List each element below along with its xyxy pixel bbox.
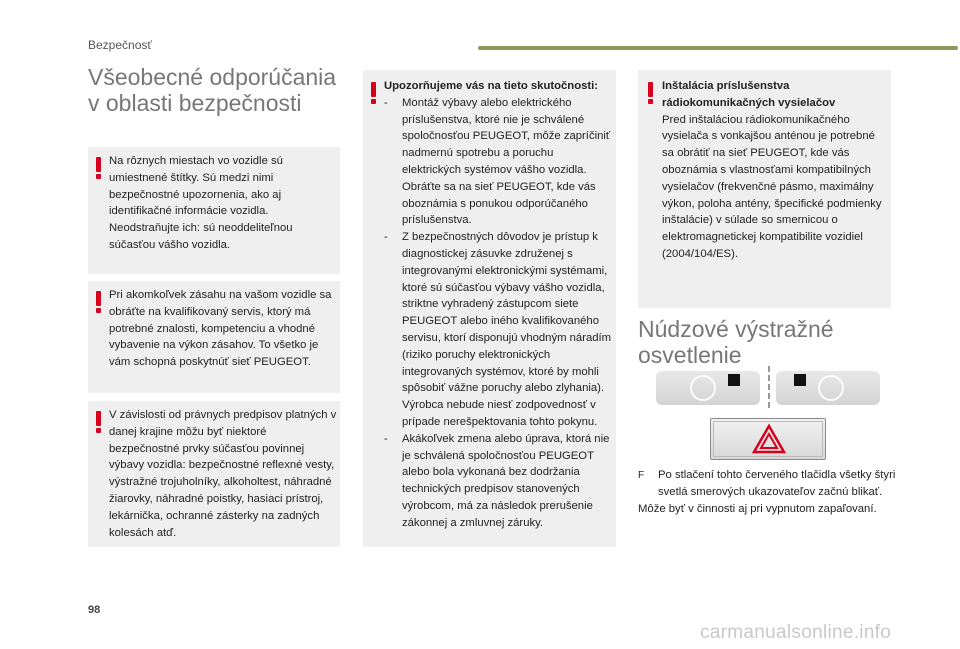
hazard-instructions xyxy=(638,467,898,517)
watermark: carmanualsonline.info xyxy=(700,622,892,643)
notice-radio xyxy=(638,70,891,308)
hazard-triangle-icon xyxy=(711,419,827,461)
divider xyxy=(768,366,770,408)
hazard-button-illustration xyxy=(710,418,826,460)
notice-labels xyxy=(88,147,340,274)
dashboard-right-illustration xyxy=(776,371,880,405)
notice-labels-text: Na rôznych miestach vo vozidle sú umiestnené štítky. Sú medzi nimi bezpečnostné upozornenia, ako aj identifikačné informácie vozidla. Neodstraňujte ich: sú neoddeliteľnou súčasťou vášho vozidla. xyxy=(109,155,293,251)
warning-icon xyxy=(648,82,654,104)
warning-icon xyxy=(96,411,102,433)
list-item: - Akákoľvek zmena alebo úprava, ktorá nie je schválená spoločnosťou PEUGEOT alebo bola vykonaná bez dodržania technických predpisov stanovených výrobcom, má za následok prerušenie zákonnej a zmluvnej záruky. xyxy=(384,432,610,529)
warning-icon xyxy=(96,157,102,179)
notice-equipment xyxy=(88,401,340,547)
dash-bullet: - xyxy=(384,96,388,109)
page-number: 98 xyxy=(88,604,101,616)
notice-accessories xyxy=(363,70,616,547)
dashboard-left-illustration xyxy=(656,371,760,405)
dash-bullet: - xyxy=(384,231,388,244)
switch-icon xyxy=(728,374,740,386)
section-header: Bezpečnosť xyxy=(88,38,152,52)
notice-service xyxy=(88,281,340,393)
dash-bullet: - xyxy=(384,432,388,445)
notice-heading: Upozorňujeme vás na tieto skutočnosti: xyxy=(384,80,599,92)
list-item: - Z bezpečnostných dôvodov je prístup k diagnostickej zásuvke združenej s integrovanými elektronickými systémami, ktoré sú súčasťou výbavy vášho vozidla, striktne vyhradený zástupcom siete PEUGEOT alebo iného kvalifikovaného servisu, ktorí disponujú vhodným náradím (riziko poruchy elektronických integrovaných systémov, ktoré by mohli spôsobiť vážne poruchy alebo zlyhania). Výrobca nebude niesť zodpovednosť v prípade nerešpektovania tohto pokynu. xyxy=(384,231,612,428)
bullet-icon: F xyxy=(638,470,645,481)
notice-heading: Inštalácia príslušenstva rádiokomunikačných vysielačov xyxy=(662,80,836,109)
notice-radio-text: Pred inštaláciou rádiokomunikačného vysielača s vonkajšou anténou je potrebné sa obrátiť na sieť PEUGEOT, kde vás oboznámia s vlastnosťami kompatibilných vysielačov (frekvenčné pásmo, maximálny výkon, poloha antény, špecifické podmienky inštalácie) v súlade so smernicou o elektromagnetickej kompatibilite vozidiel (2004/104/ES). xyxy=(662,113,882,260)
steering-wheel-icon xyxy=(690,375,716,401)
steering-wheel-icon xyxy=(818,375,844,401)
notice-equipment-text: V závislosti od právnych predpisov platných v danej krajine môžu byť niektoré bezpečnostné prvky súčasťou povinnej výbavy vozidla: bezpečnostné reflexné vesty, výstražné trojuholníky, alkoholtest, náhradné žiarovky, náhradné poistky, hasiaci prístroj, lekárnička, ochranné zásterky na zadných kolesách atď. xyxy=(109,409,337,539)
switch-icon xyxy=(794,374,806,386)
notice-service-text: Pri akomkoľvek zásahu na vašom vozidle sa obráťte na kvalifikovaný servis, ktorý má potrebné znalosti, kompetenciu a vhodné vybavenie na výkon zásahov. To všetko je vám schopná poskytnúť sieť PEUGEOT. xyxy=(109,289,332,369)
warning-icon xyxy=(371,82,377,104)
header-rule xyxy=(478,46,958,50)
page-title: Všeobecné odporúčania v oblasti bezpečnosti xyxy=(88,64,337,116)
hazard-note: Môže byť v činnosti aj pri vypnutom zapaľovaní. xyxy=(638,502,877,515)
hazard-instruction-text: Po stlačení tohto červeného tlačidla všetky štyri svetlá smerových ukazovateľov začnú blikať. xyxy=(658,469,896,498)
list-item: - Montáž výbavy alebo elektrického príslušenstva, ktoré nie je schválené spoločnosťou PEUGEOT, môže zapríčiniť nadmernú spotrebu a poruchu elektrických systémov vášho vozidla. Obráťte sa na sieť PEUGEOT, kde vás oboznámia s ponukou odporúčaného príslušenstva. xyxy=(384,96,611,227)
warning-icon xyxy=(96,291,102,313)
section-title-hazard: Núdzové výstražné osvetlenie xyxy=(638,316,834,368)
